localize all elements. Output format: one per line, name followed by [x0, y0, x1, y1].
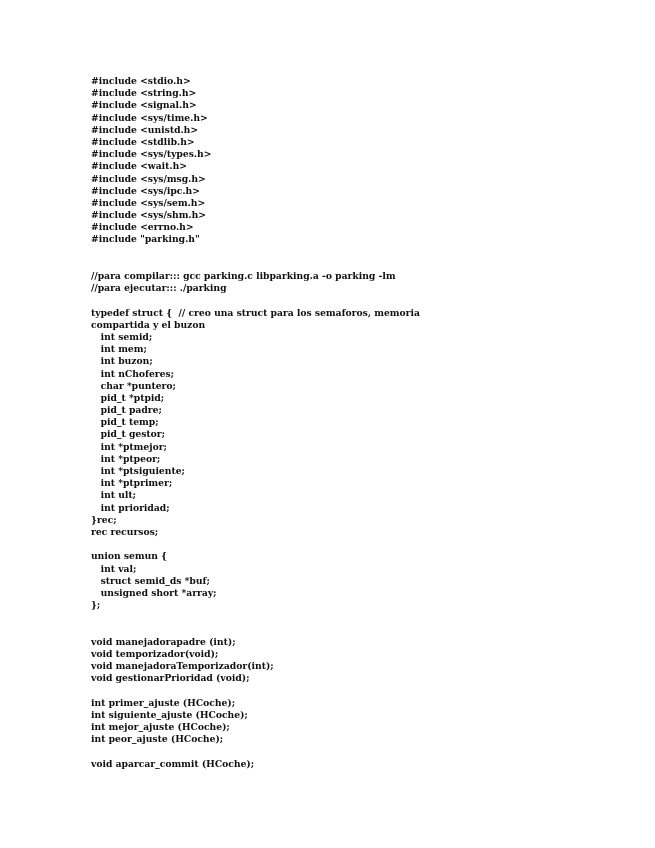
code-line: #include <string.h> — [91, 88, 197, 100]
code-line: #include <sys/time.h> — [91, 112, 208, 124]
code-line — [91, 247, 561, 259]
code-line: #include <sys/msg.h> — [91, 173, 206, 185]
code-line: void temporizador(void); — [91, 648, 219, 660]
code-line: compartida y el buzon — [91, 319, 206, 331]
code-line: }rec; — [91, 514, 117, 526]
code-line — [91, 539, 561, 551]
code-line: //para ejecutar::: ./parking — [91, 283, 227, 295]
code-line: pid_t *ptpid; — [91, 392, 165, 404]
code-line: typedef struct { // creo una struct para los semaforos, memoria — [91, 307, 420, 319]
code-line: #include <signal.h> — [91, 100, 197, 112]
code-line: rec recursos; — [91, 526, 159, 538]
code-line: #include <unistd.h> — [91, 124, 199, 136]
code-line: int ult; — [91, 490, 137, 502]
code-line: int *ptprimer; — [91, 478, 173, 490]
code-line — [91, 624, 561, 636]
code-line — [91, 746, 561, 758]
code-line: #include <stdlib.h> — [91, 136, 195, 148]
code-line: }; — [91, 600, 101, 612]
code-line: int prioridad; — [91, 502, 170, 514]
code-line: union semun { — [91, 551, 168, 563]
code-line: #include <stdio.h> — [91, 76, 191, 87]
code-line: char *puntero; — [91, 380, 176, 392]
code-line — [91, 685, 561, 697]
code-line: void manejadoraTemporizador(int); — [91, 661, 274, 672]
code-line: #include <sys/shm.h> — [91, 210, 206, 222]
code-line: unsigned short *array; — [91, 587, 217, 599]
code-line: #include <sys/sem.h> — [91, 197, 206, 209]
code-line: //para compilar::: gcc parking.c libparking.a -o parking -lm — [91, 271, 396, 282]
code-line: pid_t temp; — [91, 417, 159, 429]
code-line: int mejor_ajuste (HCoche); — [91, 721, 230, 733]
code-line: #include <sys/types.h> — [91, 149, 212, 161]
code-line: #include <errno.h> — [91, 222, 194, 234]
code-line: int *ptpeor; — [91, 453, 161, 465]
code-line: void gestionarPrioridad (void); — [91, 673, 250, 685]
code-line: int semid; — [91, 331, 153, 343]
code-line: int peor_ajuste (HCoche); — [91, 734, 224, 746]
code-line: int *ptsiguiente; — [91, 466, 185, 477]
code-line: struct semid_ds *buf; — [91, 575, 210, 587]
code-line: void manejadorapadre (int); — [91, 636, 236, 648]
code-line: int val; — [91, 563, 137, 575]
code-line: void aparcar_commit (HCoche); — [91, 758, 255, 770]
code-line — [91, 259, 561, 271]
code-line: int primer_ajuste (HCoche); — [91, 697, 236, 709]
code-line: #include "parking.h" — [91, 234, 200, 246]
code-line: pid_t gestor; — [91, 429, 166, 441]
code-line: #include <wait.h> — [91, 161, 187, 173]
code-line: int nChoferes; — [91, 368, 175, 380]
code-line: #include <sys/ipc.h> — [91, 185, 200, 197]
code-line — [91, 295, 561, 307]
code-line: pid_t padre; — [91, 405, 162, 417]
code-line — [91, 612, 561, 624]
code-line: int buzon; — [91, 356, 153, 368]
code-listing — [91, 76, 561, 771]
code-line: int *ptmejor; — [91, 441, 167, 453]
code-line: int siguiente_ajuste (HCoche); — [91, 709, 248, 721]
code-line: int mem; — [91, 344, 147, 356]
